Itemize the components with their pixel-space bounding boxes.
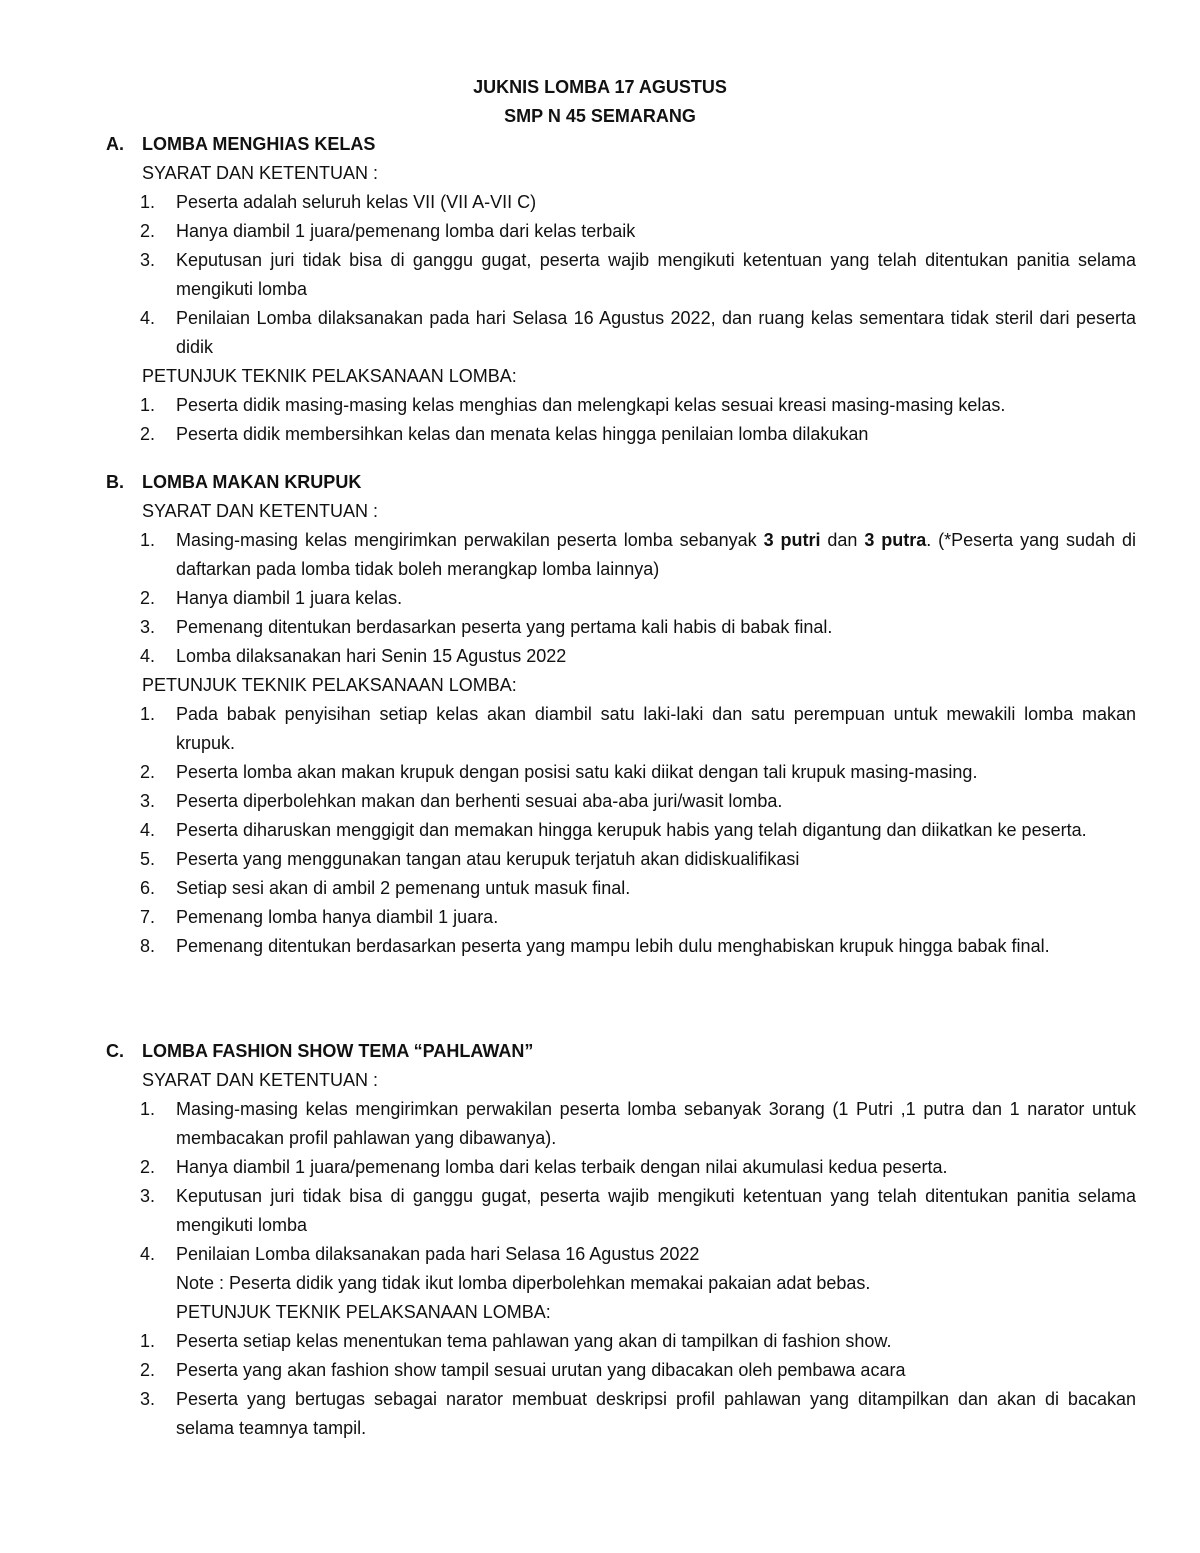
note-text: Note : Peserta didik yang tidak ikut lomba diperbolehkan memakai pakaian adat bebas. — [176, 1273, 871, 1293]
section-title: LOMBA MENGHIAS KELAS — [142, 134, 376, 154]
list-item: 2. Hanya diambil 1 juara/pemenang lomba dari kelas terbaik dengan nilai akumulasi kedua peserta. — [140, 1157, 948, 1177]
list-item: 2. Hanya diambil 1 juara kelas. — [140, 588, 403, 608]
list-item: 8. Pemenang ditentukan berdasarkan peserta yang mampu lebih dulu menghabiskan krupuk hingga babak final. — [140, 936, 1050, 956]
document-subtitle: SMP N 45 SEMARANG — [504, 106, 696, 126]
section-title: LOMBA FASHION SHOW TEMA “PAHLAWAN” — [142, 1041, 534, 1061]
list-item: 3. Peserta diperbolehkan makan dan berhenti sesuai aba-aba juri/wasit lomba. — [140, 791, 783, 811]
syarat-label: SYARAT DAN KETENTUAN : — [142, 163, 379, 183]
syarat-list — [106, 188, 1136, 362]
list-item: 1. Masing-masing kelas mengirimkan perwakilan peserta lomba sebanyak 3 putri dan 3 putra. (*Peserta yang sudah di daftarkan pada lomba tidak boleh merangkap lomba lainnya) — [140, 530, 1136, 579]
section-c — [106, 1037, 1136, 1443]
syarat-label: SYARAT DAN KETENTUAN : — [142, 1070, 379, 1090]
syarat-label: SYARAT DAN KETENTUAN : — [142, 501, 379, 521]
list-item: 4. Penilaian Lomba dilaksanakan pada hari Selasa 16 Agustus 2022, dan ruang kelas sementara tidak steril dari peserta didik — [140, 308, 1136, 357]
list-item: 3. Peserta yang bertugas sebagai narator membuat deskripsi profil pahlawan yang ditampilkan dan akan di bacakan selama teamnya tampil. — [140, 1389, 1136, 1438]
list-item: 4. Lomba dilaksanakan hari Senin 15 Agustus 2022 — [140, 646, 567, 666]
petunjuk-list — [106, 700, 1136, 961]
document-title: JUKNIS LOMBA 17 AGUSTUS — [473, 77, 727, 97]
petunjuk-label: PETUNJUK TEKNIK PELAKSANAAN LOMBA: — [176, 1302, 551, 1322]
list-item: 1. Peserta setiap kelas menentukan tema pahlawan yang akan di tampilkan di fashion show. — [140, 1331, 892, 1351]
list-item: 1. Peserta didik masing-masing kelas menghias dan melengkapi kelas sesuai kreasi masing-masing kelas. — [140, 395, 1006, 415]
list-item: 4. Penilaian Lomba dilaksanakan pada hari Selasa 16 Agustus 2022 — [140, 1244, 700, 1264]
petunjuk-label: PETUNJUK TEKNIK PELAKSANAAN LOMBA: — [142, 675, 517, 695]
list-item: 3. Keputusan juri tidak bisa di ganggu gugat, peserta wajib mengikuti ketentuan yang telah ditentukan panitia selama mengikuti lomba — [140, 250, 1136, 299]
section-title: LOMBA MAKAN KRUPUK — [142, 472, 362, 492]
list-item: 7. Pemenang lomba hanya diambil 1 juara. — [140, 907, 499, 927]
list-item: 2. Peserta yang akan fashion show tampil sesuai urutan yang dibacakan oleh pembawa acara — [140, 1360, 906, 1380]
petunjuk-list — [106, 391, 1136, 449]
list-item: 2. Peserta didik membersihkan kelas dan menata kelas hingga penilaian lomba dilakukan — [140, 424, 869, 444]
section-letter: C. — [106, 1041, 124, 1061]
section-heading — [106, 130, 1136, 159]
section-b — [106, 468, 1136, 961]
list-item: 3. Keputusan juri tidak bisa di ganggu gugat, peserta wajib mengikuti ketentuan yang telah ditentukan panitia selama mengikuti lomba — [140, 1186, 1136, 1235]
syarat-list — [106, 526, 1136, 671]
list-item: 3. Pemenang ditentukan berdasarkan peserta yang pertama kali habis di babak final. — [140, 617, 833, 637]
section-heading — [106, 1037, 1136, 1066]
list-item: 2. Hanya diambil 1 juara/pemenang lomba dari kelas terbaik — [140, 221, 636, 241]
list-item: 6. Setiap sesi akan di ambil 2 pemenang untuk masuk final. — [140, 878, 631, 898]
list-item: 2. Peserta lomba akan makan krupuk dengan posisi satu kaki diikat dengan tali krupuk masing-masing. — [140, 762, 978, 782]
list-item: 1. Pada babak penyisihan setiap kelas akan diambil satu laki-laki dan satu perempuan untuk mewakili lomba makan krupuk. — [140, 704, 1136, 753]
syarat-list — [106, 1095, 1136, 1269]
list-item: 4. Peserta diharuskan menggigit dan memakan hingga kerupuk habis yang telah digantung dan diikatkan ke peserta. — [140, 820, 1087, 840]
list-item: 1. Masing-masing kelas mengirimkan perwakilan peserta lomba sebanyak 3orang (1 Putri ,1 putra dan 1 narator untuk membacakan profil pahlawan yang dibawanya). — [140, 1099, 1136, 1148]
petunjuk-list — [106, 1327, 1136, 1443]
section-letter: B. — [106, 472, 124, 492]
section-letter: A. — [106, 134, 124, 154]
petunjuk-label: PETUNJUK TEKNIK PELAKSANAAN LOMBA: — [142, 366, 517, 386]
list-item: 1. Peserta adalah seluruh kelas VII (VII A-VII C) — [140, 192, 537, 212]
section-a — [106, 130, 1136, 449]
list-item: 5. Peserta yang menggunakan tangan atau kerupuk terjatuh akan didiskualifikasi — [140, 849, 800, 869]
section-heading — [106, 468, 1136, 497]
